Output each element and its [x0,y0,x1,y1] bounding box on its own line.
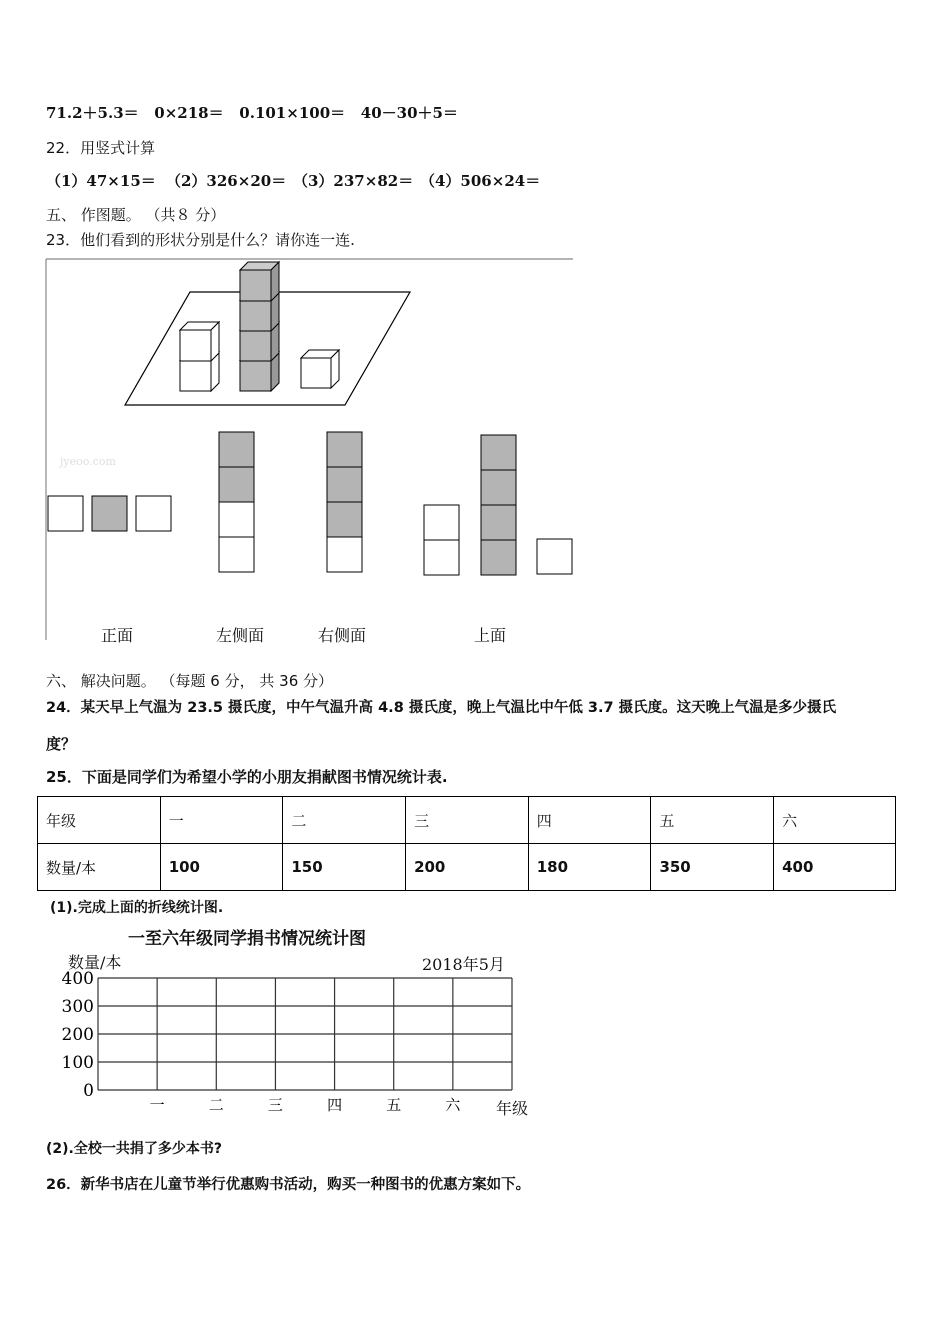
q25-title: 25．下面是同学们为希望小学的小朋友捐献图书情况统计表. [46,768,448,786]
chart-subtitle: 2018年5月 [422,955,505,974]
watermark: jyeoo.com [60,455,116,468]
x-tick-label: 五 [386,1096,402,1114]
q22-title: 22．用竖式计算 [46,139,156,157]
q22-item-2: （2）326×20＝ [166,172,287,190]
view-label-front: 正面 [101,626,134,645]
q24-line-2: 度？ [46,735,77,753]
view-label-left: 左侧面 [216,626,265,645]
table-cell: 年级 [38,797,161,844]
x-tick-label: 三 [267,1096,283,1114]
q22-item-1: （1）47×15＝ [46,172,156,190]
chart-title: 一至六年级同学捐书情况统计图 [128,929,366,949]
table-cell: 四 [528,797,651,844]
q25-sub-2: (2).全校一共捐了多少本书? [46,1141,222,1157]
table-cell: 二 [283,797,406,844]
section-5-heading: 五、 作图题。 （共８ 分） [46,206,226,224]
y-tick-label: 200 [61,1025,94,1045]
view-label-right: 右侧面 [318,626,367,645]
x-tick-label: 一 [149,1096,165,1114]
q23-title: 23．他们看到的形状分别是什么？请你连一连. [46,231,355,249]
table-cell: 三 [406,797,529,844]
x-tick-label: 二 [208,1096,224,1114]
table-cell: 180 [528,844,651,891]
y-tick-label: 400 [61,969,94,989]
y-tick-label: 100 [61,1053,94,1073]
table-cell: 一 [160,797,283,844]
q22-item-3: （3）237×82＝ [293,172,414,190]
table-cell: 200 [406,844,529,891]
table-cell: 六 [774,797,896,844]
table-cell: 五 [651,797,774,844]
q21-oral-calc: 71.2＋5.3＝ 0×218＝ 0.101×100＝ 40－30＋5＝ [46,104,458,122]
y-tick-label: 0 [83,1081,94,1101]
x-tick-label: 四 [327,1096,343,1114]
chart-ylabel: 数量/本 [68,953,122,972]
table-cell: 150 [283,844,406,891]
section-6-heading: 六、 解决问题。 （每题 6 分， 共 36 分） [46,672,334,690]
table-cell: 100 [160,844,283,891]
table-cell: 数量/本 [38,844,161,891]
chart-xlabel: 年级 [496,1099,529,1118]
view-label-top: 上面 [474,626,507,645]
q24-line-1: 24．某天早上气温为 23.5 摄氏度，中午气温升高 4.8 摄氏度，晚上气温比中午低 3.7 摄氏度。这天晚上气温是多少摄氏 [46,700,837,716]
table-cell: 350 [651,844,774,891]
q22-item-4: （4）506×24＝ [420,172,541,190]
q26-title: 26．新华书店在儿童节举行优惠购书活动，购买一种图书的优惠方案如下。 [46,1177,531,1193]
y-tick-label: 300 [61,997,94,1017]
table-cell: 400 [774,844,896,891]
q25-sub-1: (1).完成上面的折线统计图. [50,900,224,916]
x-tick-label: 六 [445,1096,461,1114]
